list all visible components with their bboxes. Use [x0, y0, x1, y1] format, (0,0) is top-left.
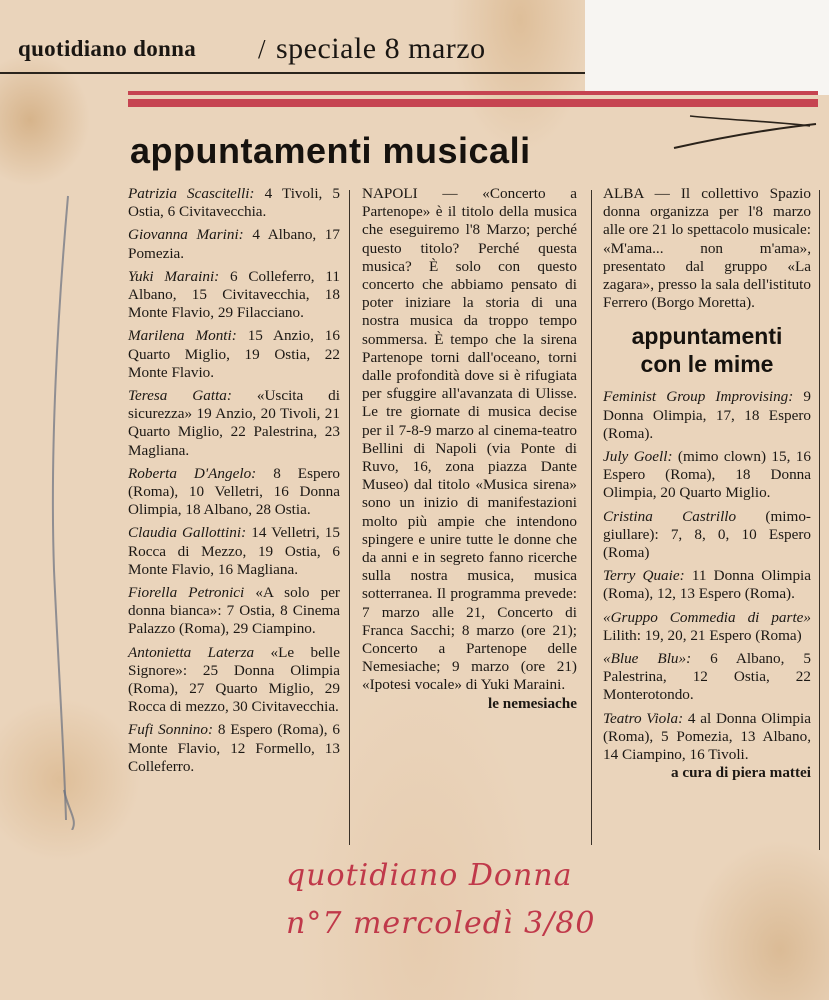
mime-entry	[603, 567, 811, 603]
mime-signature: a cura di piera mattei	[670, 764, 811, 782]
schedule-entry	[128, 327, 340, 382]
artist-name: Patrizia Scascitelli:	[128, 185, 255, 202]
handwritten-note-line-2: n°7 mercoledì 3/80	[286, 906, 596, 941]
napoli-article-body: NAPOLI — «Concerto a Partenope» è il titolo della musica che eseguiremo l'8 Marzo; perché questo titolo? Perché questa musica? È solo con questo concerto che abbiamo pensato di poter iniziare la storia di una nostra musica da troppo tempo sommersa. È tempo che la sirena Partenope torni dall'oceano, torni dalle profondità dove si è rifugiata per sfuggire all'avanzata di Ulisse. Le tre giornate di musica decise per il 7-8-9 marzo al cinema-teatro Bellini di Napoli (via Ponte di Ruvo, 16, zona piazza Dante Museo) dal titolo «Musica sirena» sono un inizio di manifestazioni molto più ampie che intendono spingere e unire tutte le donne che da anni e in segreto fanno ricerche sulla nostra musica, musica sotterranea. Il programma prevede: 7 marzo alle 21, Concerto di Franca Sacchi; 8 marzo (ore 21); Concerto a Partenope delle Nemesiache; 9 marzo (ore 21) «Ipotesi vocale» di Yuki Maraini.	[362, 185, 577, 694]
red-rule-thin	[128, 91, 818, 95]
red-rule-thick	[128, 99, 818, 107]
artist-name: Claudia Gallottini:	[128, 524, 247, 542]
artist-name: Marilena Monti:	[128, 327, 237, 345]
mime-entry	[603, 508, 811, 563]
alba-article-body: ALBA — Il collettivo Spazio donna organizza per l'8 marzo alle ore 21 lo spettacolo musicale: «M'ama... non m'ama», presentato dal gruppo «La zagara», presso la sala dell'istituto Ferrero (Borgo Moretta).	[603, 185, 811, 312]
napoli-article-column	[362, 185, 577, 718]
mime-dates: 11 Donna Olimpia (Roma), 12, 13 Espero (Roma).	[603, 567, 812, 603]
artist-name: Giovanna Marini:	[128, 226, 244, 244]
mime-name: Cristina Castrillo	[603, 507, 737, 525]
column-rule-3	[819, 190, 820, 850]
artist-name: Fiorella Petronici	[128, 584, 245, 602]
artist-name: Roberta D'Angelo:	[128, 464, 257, 482]
mime-dates: Lilith: 19, 20, 21 Espero (Roma)	[603, 626, 802, 644]
artist-name: Teresa Gatta:	[128, 387, 232, 405]
masthead-slash: /	[258, 34, 266, 64]
pen-scribble	[670, 110, 820, 160]
pencil-mark	[28, 190, 88, 830]
schedule-entry	[128, 387, 340, 460]
schedule-entry	[128, 185, 340, 221]
mime-name: July Goell:	[603, 448, 673, 466]
mime-name: Teatro Viola:	[603, 709, 684, 727]
artist-schedule-column	[128, 185, 340, 781]
schedule-entry	[128, 465, 340, 520]
column-rule-1	[349, 190, 350, 845]
mime-entry	[603, 448, 811, 503]
entry-dates: 4 Albano, 17 Pomezia.	[128, 226, 340, 262]
entry-dates: 8 Espero (Roma), 6 Monte Flavio, 12 Formello, 13 Colleferro.	[128, 721, 340, 775]
mime-subhead	[603, 322, 811, 378]
mime-entry	[603, 609, 811, 645]
alba-mime-column	[603, 185, 811, 787]
mime-dates: 9 Donna Olimpia, 17, 18 Espero (Roma).	[603, 388, 812, 442]
column-rule-2	[591, 190, 592, 845]
schedule-entry	[128, 644, 340, 717]
entry-dates: 6 Colleferro, 11 Albano, 15 Civitavecchia, 18 Monte Flavio, 29 Filacciano.	[128, 267, 340, 322]
masthead-rule	[0, 72, 585, 74]
mime-name: «Gruppo Commedia di parte»	[603, 608, 811, 626]
mime-dates: 4 al Donna Olimpia (Roma), 5 Pomezia, 13 Albano, 14 Ciampino, 16 Tivoli.	[603, 709, 811, 764]
mime-entry	[603, 710, 811, 765]
mime-name: «Blue Blu»:	[603, 650, 692, 668]
mime-dates: 6 Albano, 5 Palestrina, 12 Ostia, 22 Monterotondo.	[603, 650, 812, 704]
mime-subhead-line: con le mime	[640, 351, 774, 378]
mime-name: Terry Quaie:	[603, 567, 685, 585]
napoli-signature: le nemesiache	[488, 694, 577, 712]
masthead	[0, 0, 585, 72]
entry-dates: «Uscita di sicurezza» 19 Anzio, 20 Tivoli, 21 Quarto Miglio, 22 Palestrina, 23 Magliana.	[128, 387, 340, 459]
publication-name: quotidiano donna	[18, 36, 197, 61]
schedule-entry	[128, 226, 340, 262]
entry-dates: «A solo per donna bianca»: 7 Ostia, 8 Cinema Palazzo (Roma), 29 Ciampino.	[128, 584, 340, 638]
schedule-entry	[128, 721, 340, 776]
mime-entry	[603, 388, 811, 443]
entry-dates: 15 Anzio, 16 Quarto Miglio, 19 Ostia, 22 Monte Flavio.	[128, 327, 340, 381]
mime-entry	[603, 650, 811, 705]
entry-dates: 8 Espero (Roma), 10 Velletri, 16 Donna Olimpia, 18 Albano, 28 Ostia.	[128, 464, 340, 519]
mime-dates: (mimo-giullare): 7, 8, 0, 10 Espero (Roma)	[603, 507, 811, 562]
artist-name: Antonietta Laterza	[128, 643, 255, 661]
mime-subhead-line: appuntamenti	[631, 323, 783, 350]
entry-dates: «Le belle Signore»: 25 Donna Olimpia (Roma), 27 Quarto Miglio, 29 Rocca di mezzo, 30 Civitavecchia.	[128, 643, 340, 716]
entry-dates: 4 Tivoli, 5 Ostia, 6 Civitavecchia.	[128, 185, 340, 221]
artist-name: Fufi Sonnino:	[128, 721, 214, 739]
special-issue-label: speciale 8 marzo	[276, 32, 486, 65]
entry-dates: 14 Velletri, 15 Rocca di Mezzo, 19 Ostia, 6 Monte Flavio, 16 Magliana.	[128, 524, 340, 578]
blank-corner	[585, 0, 829, 95]
mime-dates: (mimo clown) 15, 16 Espero (Roma), 18 Donna Olimpia, 20 Quarto Miglio.	[603, 448, 811, 502]
schedule-entry	[128, 268, 340, 323]
mime-name: Feminist Group Improvising:	[603, 388, 794, 406]
artist-name: Yuki Maraini:	[128, 267, 220, 285]
article-title: appuntamenti musicali	[130, 130, 531, 171]
schedule-entry	[128, 584, 340, 639]
handwritten-note-line-1: quotidiano Donna	[286, 858, 573, 893]
schedule-entry	[128, 524, 340, 579]
